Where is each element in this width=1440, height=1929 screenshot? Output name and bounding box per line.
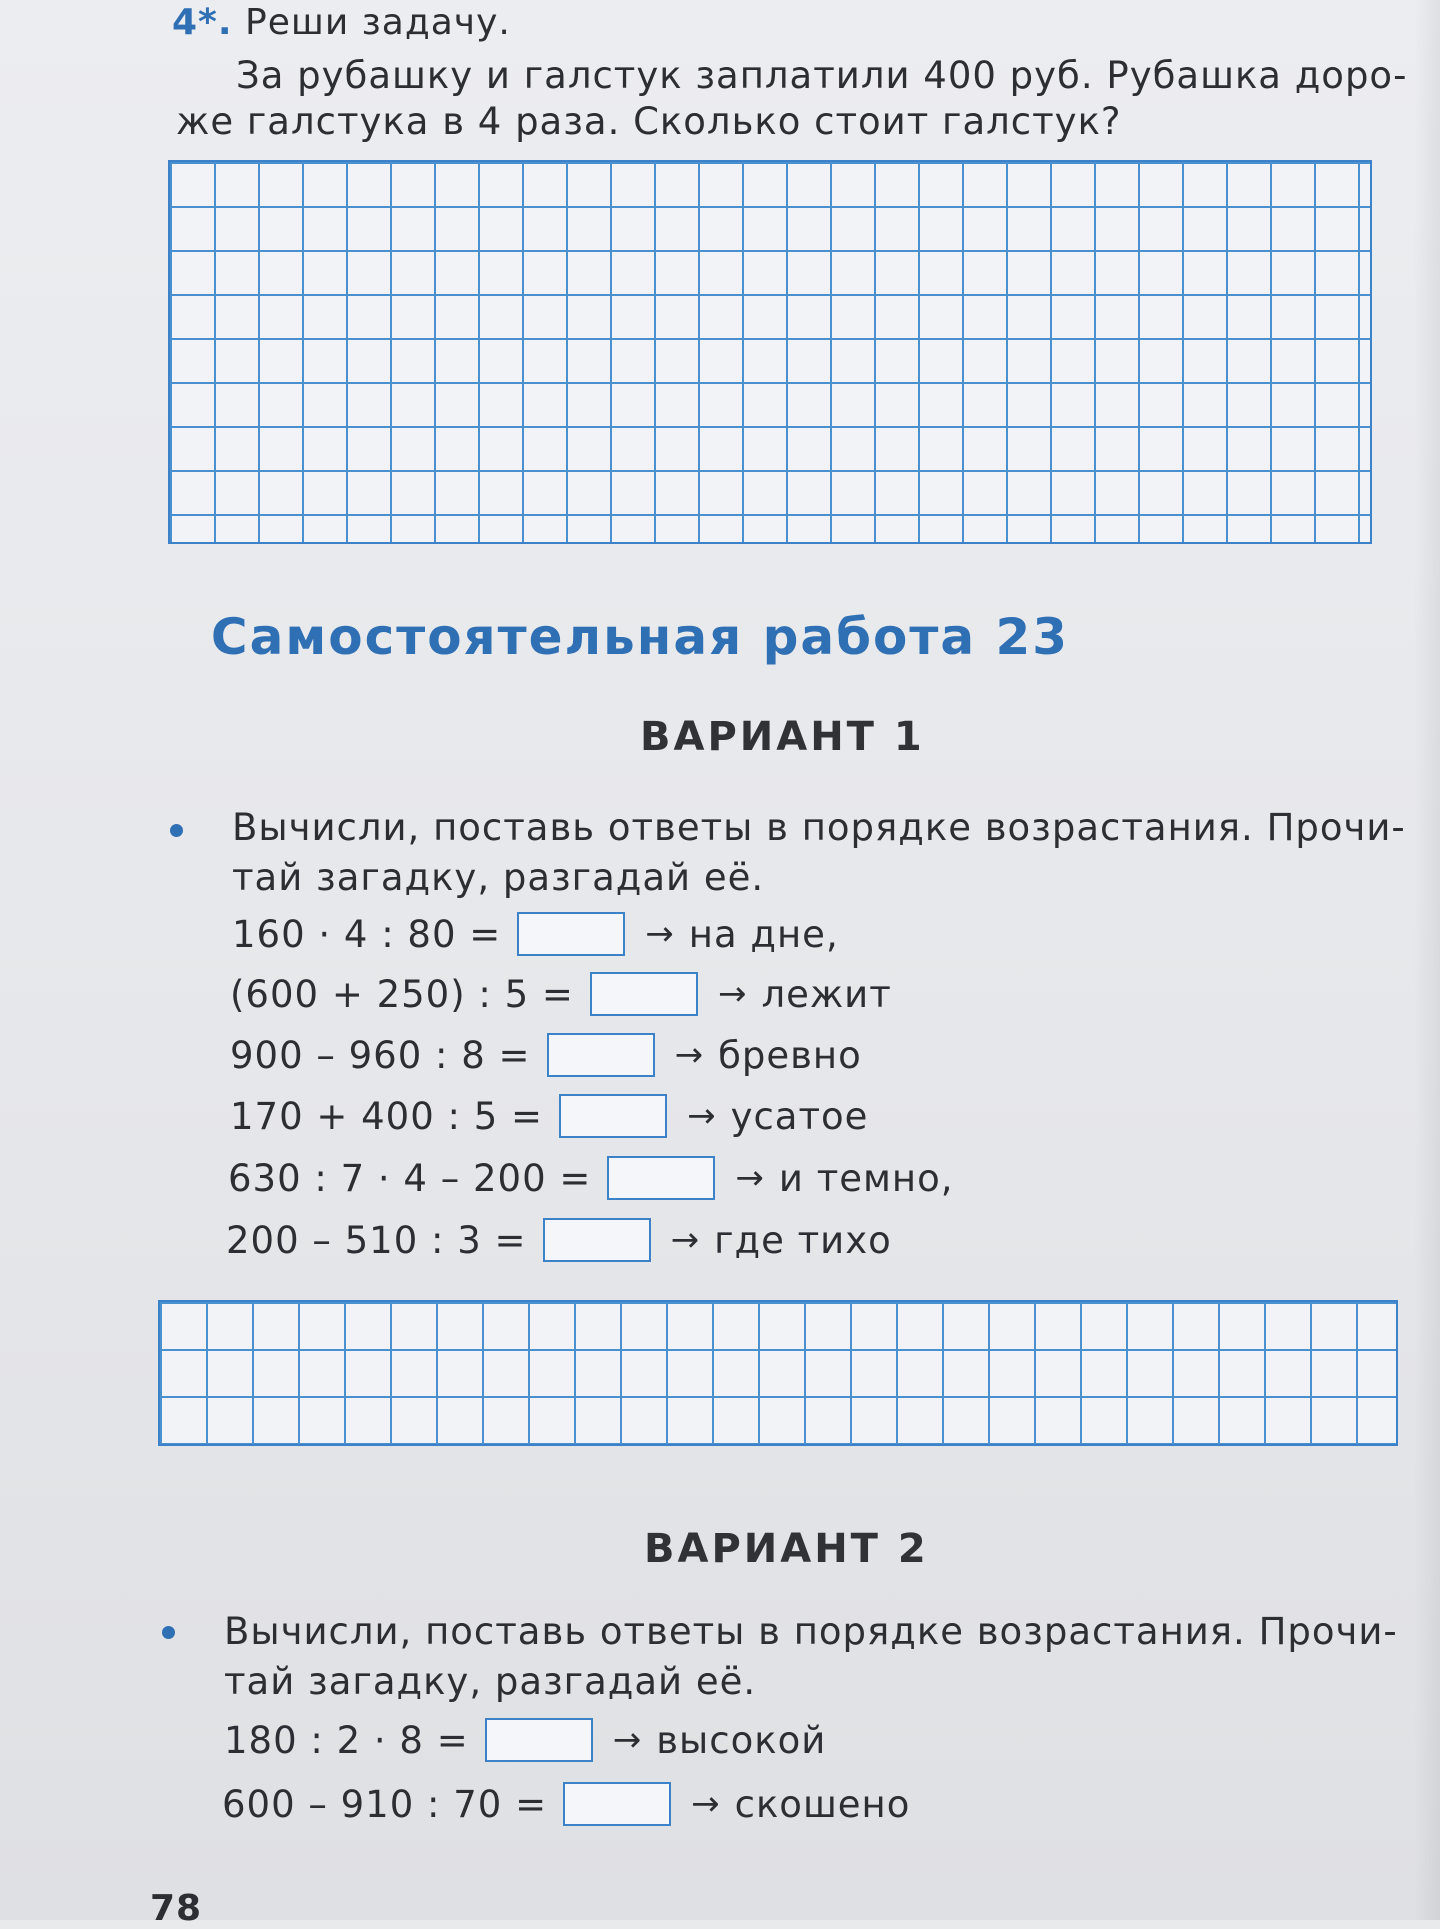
arrow-right-icon: → [674,1035,705,1075]
arrow-right-icon: → [687,1096,717,1136]
task-title: Реши задачу. [245,2,511,43]
riddle-word: высокой [656,1718,827,1762]
answer-box[interactable] [559,1094,667,1138]
answer-grid-task-4[interactable] [168,160,1372,544]
arrow-right-icon: → [670,1220,701,1260]
expression-row [232,912,839,956]
expression: 200 – 510 : 3 = [226,1218,527,1262]
arrow-right-icon: → [645,914,675,954]
expression-row [226,1218,892,1262]
riddle-word: на дне, [688,912,839,956]
expression-row [222,1782,910,1826]
answer-box[interactable] [590,972,698,1016]
expression: 630 : 7 · 4 – 200 = [228,1156,592,1200]
task-4-header [172,2,511,43]
variant-1-instruction-1: Вычисли, поставь ответы в порядке возрастания. Прочи- [232,806,1406,849]
arrow-right-icon: → [717,974,748,1014]
page-edge-shadow [1414,0,1440,1920]
answer-box[interactable] [485,1718,593,1762]
expression-row [230,972,892,1016]
arrow-right-icon: → [612,1720,643,1760]
riddle-word: где тихо [714,1218,892,1262]
expression: (600 + 250) : 5 = [230,972,574,1016]
bullet-icon [170,824,183,837]
task-4-line-2: же галстука в 4 раза. Сколько стоит галстук? [176,100,1122,143]
bullet-icon [162,1626,175,1639]
answer-box[interactable] [563,1782,671,1826]
expression: 160 · 4 : 80 = [232,912,502,956]
arrow-right-icon: → [691,1784,721,1824]
page-number: 78 [150,1888,203,1929]
expression: 180 : 2 · 8 = [224,1718,469,1762]
answer-box[interactable] [543,1218,651,1262]
expression-row [224,1718,826,1762]
variant-1-instruction-2: тай загадку, разгадай её. [232,856,765,899]
task-number: 4*. [172,2,233,43]
expression: 900 – 960 : 8 = [230,1033,531,1077]
page-title: Самостоятельная работа 23 [210,608,1070,666]
riddle-word: бревно [718,1033,862,1077]
expression-row [230,1033,862,1077]
variant-2-instruction-1: Вычисли, поставь ответы в порядке возрастания. Прочи- [224,1610,1398,1653]
answer-box[interactable] [547,1033,655,1077]
answer-grid-variant-1[interactable] [158,1300,1398,1446]
expression: 600 – 910 : 70 = [222,1782,548,1826]
riddle-word: усатое [730,1094,869,1138]
task-4-line-1: За рубашку и галстук заплатили 400 руб. Рубашка доро- [236,54,1408,97]
arrow-right-icon: → [735,1158,765,1198]
variant-2-instruction-2: тай загадку, разгадай её. [224,1660,757,1703]
answer-box[interactable] [607,1156,715,1200]
expression: 170 + 400 : 5 = [230,1094,544,1138]
expression-row [228,1156,954,1200]
variant-1-title: ВАРИАНТ 1 [640,714,925,760]
riddle-word: скошено [734,1782,911,1826]
variant-2-title: ВАРИАНТ 2 [644,1526,929,1572]
answer-box[interactable] [517,912,625,956]
expression-row [230,1094,868,1138]
riddle-word: и темно, [778,1156,954,1200]
riddle-word: лежит [761,972,892,1016]
